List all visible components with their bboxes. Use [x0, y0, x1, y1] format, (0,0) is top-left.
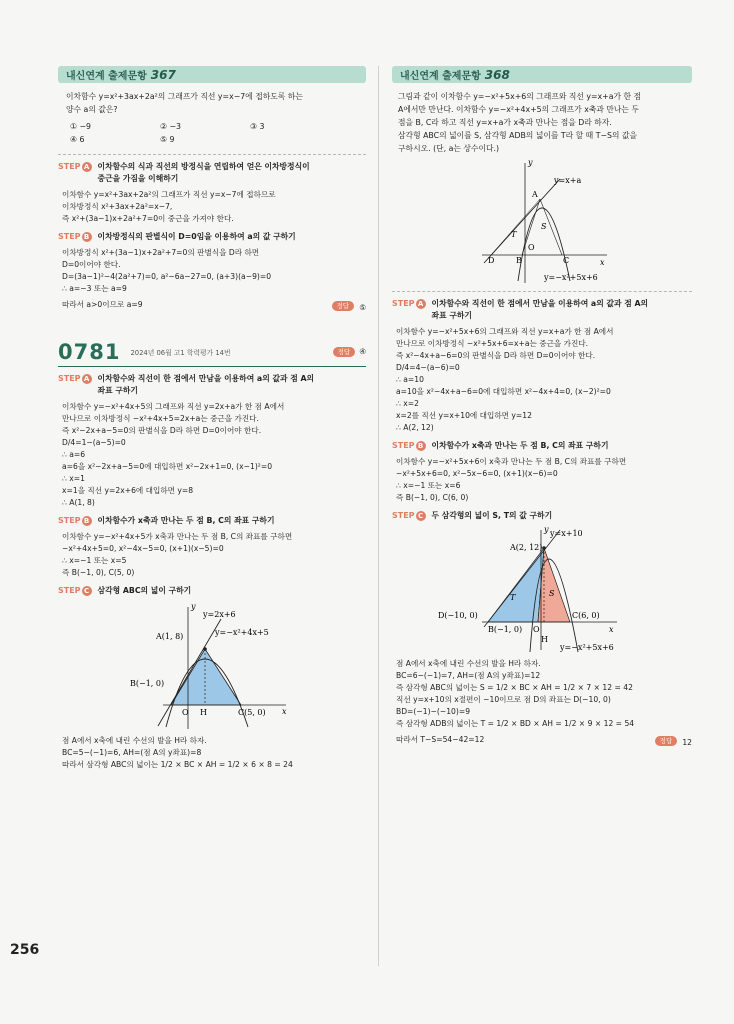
step-c-body — [396, 658, 692, 749]
text-line: D=(3a−1)²−4(2a²+7)=0, a²−6a−27=0, (a+3)(a−9)=0 — [62, 272, 272, 281]
step-label: STEP A — [58, 161, 92, 173]
text-line: 이차함수 y=−x²+4x+5의 그래프와 직선 y=2x+a가 한 점 A에서 — [62, 402, 285, 411]
answer-value: ⑤ — [359, 303, 366, 312]
origin-label: O — [182, 708, 189, 717]
text-line: ∴ A(2, 12) — [396, 423, 434, 432]
text-line: 점 A에서 x축에 내린 수선의 발을 H라 하자. — [62, 736, 207, 745]
triangle-abc-graph — [58, 601, 358, 731]
text-line: ∴ x=2 — [396, 399, 419, 408]
text-line: ∴ a=10 — [396, 375, 424, 384]
problem-header-0781 — [58, 340, 366, 367]
answer-graph — [392, 526, 692, 654]
step-title: 두 삼각형의 넓이 S, T의 값 구하기 — [431, 511, 553, 520]
header-number: 367 — [150, 67, 176, 82]
triangle-abc-fill — [171, 649, 241, 705]
step-title: 이차함수의 식과 직선의 방정식을 연립하여 얻은 이차방정식이 — [97, 162, 310, 171]
text-line: 즉 B(−1, 0), C(6, 0) — [396, 493, 469, 502]
area-t-label: T — [510, 593, 516, 602]
problem-source: 2024년 06월 고1 학력평가 14번 — [130, 349, 231, 357]
step-label: STEP C — [392, 510, 426, 522]
step-label: STEP C — [58, 585, 92, 597]
header-label: 내신연계 출제문항 — [400, 71, 481, 82]
step-title: 좌표 구하기 — [431, 311, 472, 320]
text-line: ∴ x=1 — [62, 474, 85, 483]
text-line: a=10을 x²−4x+a−6=0에 대입하면 x²−4x+4=0, (x−2)²=0 — [396, 387, 611, 396]
step-title: 이차함수와 직선이 한 점에서 만남을 이용하여 a의 값과 점 A의 — [431, 299, 649, 308]
x-axis-label: x — [600, 258, 605, 267]
section-header-368 — [392, 66, 692, 83]
step-title: 이차함수가 x축과 만나는 두 점 B, C의 좌표 구하기 — [97, 516, 275, 525]
point-c-label: C(5, 0) — [238, 708, 266, 717]
step-a-body — [396, 326, 692, 434]
question-368 — [398, 90, 692, 155]
step-a-heading — [392, 298, 692, 322]
line-label: y=x+10 — [550, 529, 583, 538]
answer-badge: 정답 — [333, 347, 356, 357]
answer-value: ④ — [359, 347, 366, 356]
step-c-heading — [58, 585, 366, 597]
step-b-body — [62, 531, 366, 579]
area-s-label: S — [549, 589, 555, 598]
point-h-label: H — [541, 635, 548, 644]
choice-item: ② −3 — [160, 122, 181, 131]
step-title: 이차함수가 x축과 만나는 두 점 B, C의 좌표 구하기 — [431, 441, 609, 450]
step-a-body — [62, 189, 366, 225]
left-column — [58, 66, 366, 771]
text-line: BC=5−(−1)=6, AH=(점 A의 y좌표)=8 — [62, 748, 202, 757]
page-number: 256 — [10, 942, 40, 958]
step-a-heading — [58, 161, 366, 185]
text-line: 점 A에서 x축에 내린 수선의 발을 H라 하자. — [396, 659, 541, 668]
text-line: −x²+5x+6=0, x²−5x−6=0, (x+1)(x−6)=0 — [396, 469, 558, 478]
step-label: STEP A — [392, 298, 426, 310]
triangle-abc-fill — [538, 548, 570, 622]
question-graph — [392, 155, 692, 285]
y-axis-label: y — [544, 526, 549, 534]
point-b-label: B(−1, 0) — [130, 679, 165, 688]
step-a-body — [62, 401, 366, 509]
text-line: 이차함수 y=x²+3ax+2a²의 그래프가 직선 y=x−7에 접하므로 — [62, 190, 276, 199]
line-label: y=2x+6 — [203, 610, 236, 619]
text-line: ∴ a=−3 또는 a=9 — [62, 284, 127, 293]
point-d-label: D — [488, 256, 495, 265]
step-label: STEP B — [58, 515, 92, 527]
text-line: 즉 x²−4x+a−6=0의 판별식을 D라 하면 D=0이어야 한다. — [396, 351, 596, 360]
text-line: x=1을 직선 y=2x+6에 대입하면 y=8 — [62, 486, 194, 495]
y-axis-label: y — [191, 602, 196, 611]
text-line: 만나므로 이차방정식 −x²+4x+5=2x+a는 중근을 가진다. — [62, 414, 259, 423]
step-c-heading — [392, 510, 692, 522]
text-line: 따라서 T−S=54−42=12 — [396, 734, 485, 744]
text-line: 따라서 a>0이므로 a=9 — [62, 299, 143, 309]
point-b-label: B — [516, 256, 522, 265]
text-line: 이차함수 y=−x²+5x+6의 그래프와 직선 y=x+a가 한 점 A에서 — [396, 327, 614, 336]
step-label: STEP B — [58, 231, 92, 243]
choice-item: ④ 6 — [70, 135, 85, 144]
parabola-label: y=−x²+4x+5 — [215, 628, 269, 637]
step-title: 이차방정식의 판별식이 D=0임을 이용하여 a의 값 구하기 — [97, 232, 296, 241]
point-c-label: C(6, 0) — [572, 611, 600, 620]
point-h-label: H — [200, 708, 207, 717]
text-line: ∴ x=−1 또는 x=6 — [396, 481, 461, 490]
text-line: 따라서 삼각형 ABC의 넓이는 1/2 × BC × AH = 1/2 × 6 × 8 = 24 — [62, 760, 293, 769]
text-line: 즉 B(−1, 0), C(5, 0) — [62, 568, 135, 577]
text-line: 이차방정식 x²+3ax+2a²=x−7, — [62, 202, 173, 211]
text-line: ∴ a=6 — [62, 450, 86, 459]
point-c-label: C — [563, 256, 570, 265]
step-title: 삼각형 ABC의 넓이 구하기 — [97, 586, 192, 595]
step-title: 중근을 가짐을 이해하기 — [97, 174, 179, 183]
text-line: 즉 삼각형 ADB의 넓이는 T = 1/2 × BD × AH = 1/2 × 9 × 12 = 54 — [396, 719, 635, 728]
dashed-divider — [392, 291, 692, 292]
text-line: ∴ A(1, 8) — [62, 498, 95, 507]
choice-item: ⑤ 9 — [160, 135, 175, 144]
choice-item: ① −9 — [70, 122, 91, 131]
text-line: 이차함수 y=−x²+5x+6이 x축과 만나는 두 점 B, C의 좌표를 구하면 — [396, 457, 627, 466]
problem-number: 0781 — [58, 340, 121, 364]
step-title: 이차함수와 직선이 한 점에서 만남을 이용하여 a의 값과 점 A의 — [97, 374, 315, 383]
dashed-divider — [58, 154, 366, 155]
answer-badge: 정답 — [332, 301, 355, 311]
point-d-label: D(−10, 0) — [438, 611, 478, 620]
text-line: 만나므로 이차방정식 −x²+5x+6=x+a는 중근을 가진다. — [396, 339, 589, 348]
y-axis-label: y — [528, 158, 533, 167]
x-axis-label: x — [282, 707, 287, 716]
question-367 — [66, 90, 366, 146]
right-column — [392, 66, 692, 749]
point-a — [203, 647, 207, 651]
line-label: y=x+a — [554, 176, 582, 185]
header-label: 내신연계 출제문항 — [66, 71, 147, 82]
point-a-label: A(2, 12) — [510, 543, 543, 552]
text-line: BC=6−(−1)=7, AH=(점 A의 y좌표)=12 — [396, 671, 541, 680]
point-a — [542, 546, 546, 550]
text-line: 즉 삼각형 ABC의 넓이는 S = 1/2 × BC × AH = 1/2 × 7 × 12 = 42 — [396, 683, 633, 692]
parabola-label: y=−x²+5x+6 — [560, 643, 614, 652]
step-c-body — [62, 735, 366, 771]
text-line: 이차함수 y=−x²+4x+5가 x축과 만나는 두 점 B, C의 좌표를 구하면 — [62, 532, 293, 541]
answer-badge: 정답 — [655, 736, 678, 746]
area-t-label: T — [511, 230, 517, 239]
origin-label: O — [528, 243, 535, 252]
question-line: 그림과 같이 이차함수 y=−x²+5x+6의 그래프와 직선 y=x+a가 한 점 — [398, 92, 642, 101]
answer-value: 12 — [682, 738, 692, 747]
point-b-label: B(−1, 0) — [488, 625, 523, 634]
question-line: 이차함수 y=x²+3ax+2a²의 그래프가 직선 y=x−7에 접하도록 하는 — [66, 92, 303, 101]
question-line: 삼각형 ABC의 넓이를 S, 삼각형 ADB의 넓이를 T라 할 때 T−S의 값을 — [398, 131, 638, 140]
text-line: D=0이어야 한다. — [62, 260, 121, 269]
text-line: 직선 y=x+10의 x절편이 −10이므로 점 D의 좌표는 D(−10, 0) — [396, 695, 611, 704]
choice-item: ③ 3 — [250, 122, 265, 131]
text-line: −x²+4x+5=0, x²−4x−5=0, (x+1)(x−5)=0 — [62, 544, 224, 553]
step-title: 좌표 구하기 — [97, 386, 138, 395]
step-b-body — [396, 456, 692, 504]
step-a-heading — [58, 373, 366, 397]
question-line: 구하시오. (단, a는 상수이다.) — [398, 144, 500, 153]
text-line: 즉 x²−2x+a−5=0의 판별식을 D라 하면 D=0이어야 한다. — [62, 426, 262, 435]
point-a-label: A — [532, 190, 538, 199]
step-b-heading — [58, 231, 366, 243]
text-line: x=2를 직선 y=x+10에 대입하면 y=12 — [396, 411, 532, 420]
step-b-body — [62, 247, 366, 314]
origin-label: O — [533, 625, 540, 634]
section-header-367 — [58, 66, 366, 83]
text-line: a=6을 x²−2x+a−5=0에 대입하면 x²−2x+1=0, (x−1)²=0 — [62, 462, 273, 471]
step-label: STEP B — [392, 440, 426, 452]
text-line: D/4=1−(a−5)=0 — [62, 438, 126, 447]
text-line: D/4=4−(a−6)=0 — [396, 363, 460, 372]
parabola-label: y=−x²+5x+6 — [544, 273, 598, 282]
step-b-heading — [58, 515, 366, 527]
question-line: A에서만 만난다. 이차함수 y=−x²+4x+5의 그래프가 x축과 만나는 두 — [398, 105, 639, 114]
question-line: 점을 B, C라 하고 직선 y=x+a가 x축과 만나는 점을 D라 하자. — [398, 118, 612, 127]
column-divider — [378, 66, 379, 966]
text-line: BD=(−1)−(−10)=9 — [396, 707, 471, 716]
header-number: 368 — [484, 67, 510, 82]
step-b-heading — [392, 440, 692, 452]
choice-list — [70, 120, 366, 146]
x-axis-label: x — [609, 625, 614, 634]
area-s-label: S — [541, 222, 547, 231]
parabola-curve — [518, 208, 570, 281]
point-a-label: A(1, 8) — [156, 632, 184, 641]
text-line: ∴ x=−1 또는 x=5 — [62, 556, 127, 565]
step-label: STEP A — [58, 373, 92, 385]
question-line: 양수 a의 값은? — [66, 105, 118, 114]
text-line: 즉 x²+(3a−1)x+2a²+7=0이 중근을 가져야 한다. — [62, 214, 234, 223]
text-line: 이차방정식 x²+(3a−1)x+2a²+7=0의 판별식을 D라 하면 — [62, 248, 260, 257]
